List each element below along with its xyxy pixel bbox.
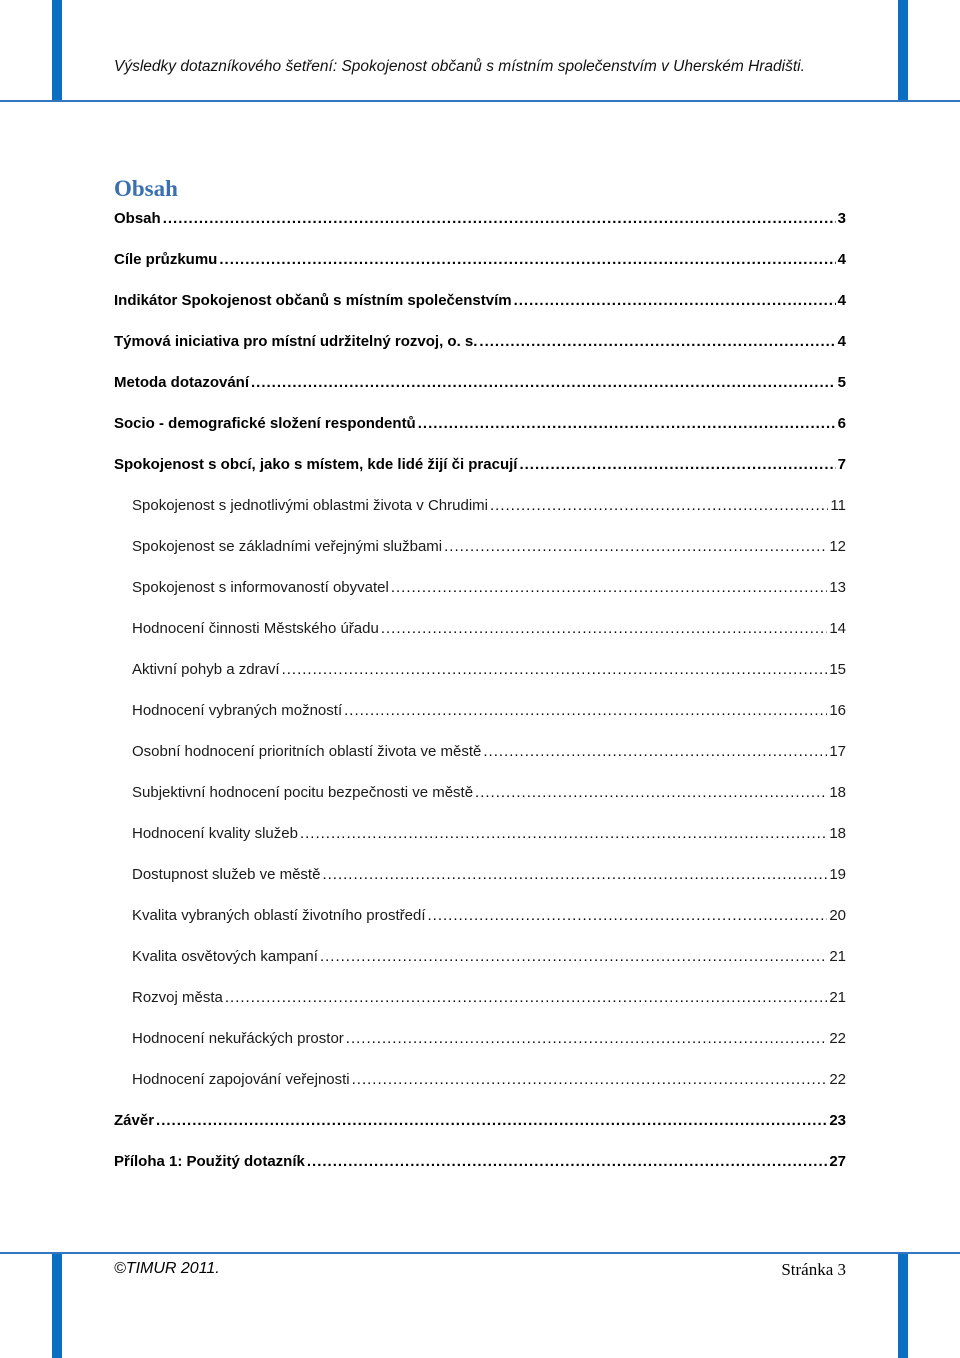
toc-entry-page: 18 xyxy=(829,825,846,842)
toc-entry-page: 22 xyxy=(829,1030,846,1047)
toc-entry[interactable] xyxy=(114,862,846,903)
toc-dot-leader xyxy=(300,821,827,847)
toc-entry-page: 12 xyxy=(829,538,846,555)
toc-entry-label: Indikátor Spokojenost občanů s místním společenstvím xyxy=(114,292,512,309)
toc-entry-label: Cíle průzkumu xyxy=(114,251,218,268)
toc-entry-page: 21 xyxy=(829,989,846,1006)
toc-entry-label: Dostupnost služeb ve městě xyxy=(132,866,321,883)
toc-entry[interactable] xyxy=(114,903,846,944)
toc-entry[interactable] xyxy=(114,452,846,493)
toc-entry-page: 3 xyxy=(837,210,846,227)
toc-entry-page: 18 xyxy=(829,784,846,801)
toc-entry-page: 4 xyxy=(837,292,846,309)
toc-dot-leader xyxy=(444,534,827,560)
toc-entry-label: Hodnocení kvality služeb xyxy=(132,825,298,842)
toc-entry[interactable] xyxy=(114,985,846,1026)
toc-entry-page: 5 xyxy=(837,374,846,391)
toc-entry-page: 4 xyxy=(837,251,846,268)
header-left-bar xyxy=(52,0,62,100)
toc-entry-page: 17 xyxy=(829,743,846,760)
toc-entry[interactable] xyxy=(114,493,846,534)
toc-entry-label: Hodnocení činnosti Městského úřadu xyxy=(132,620,379,637)
footer-right-bar xyxy=(898,1254,908,1358)
toc-entry-label: Osobní hodnocení prioritních oblastí života ve městě xyxy=(132,743,482,760)
toc-dot-leader xyxy=(346,1026,828,1052)
toc-entry[interactable] xyxy=(114,944,846,985)
page-header-title: Výsledky dotazníkového šetření: Spokojenost občanů s místním společenstvím v Uherském Hradišti. xyxy=(114,58,805,75)
table-of-contents xyxy=(114,206,846,1190)
toc-dot-leader xyxy=(391,575,828,601)
toc-entry[interactable] xyxy=(114,206,846,247)
toc-dot-leader xyxy=(490,493,828,519)
toc-dot-leader xyxy=(381,616,828,642)
toc-entry[interactable] xyxy=(114,657,846,698)
toc-dot-leader xyxy=(352,1067,828,1093)
toc-entry-page: 7 xyxy=(837,456,846,473)
toc-dot-leader xyxy=(320,944,827,970)
toc-heading: Obsah xyxy=(114,176,178,201)
footer-copyright: ©TIMUR 2011. xyxy=(114,1260,220,1277)
toc-entry-label: Kvalita vybraných oblastí životního prostředí xyxy=(132,907,426,924)
toc-entry-label: Obsah xyxy=(114,210,161,227)
toc-entry-page: 21 xyxy=(829,948,846,965)
toc-entry[interactable] xyxy=(114,247,846,288)
toc-entry[interactable] xyxy=(114,780,846,821)
toc-entry-label: Hodnocení nekuřáckých prostor xyxy=(132,1030,344,1047)
toc-dot-leader xyxy=(251,370,836,396)
toc-entry-page: 6 xyxy=(837,415,846,432)
toc-entry[interactable] xyxy=(114,534,846,575)
toc-entry-page: 13 xyxy=(829,579,846,596)
toc-entry[interactable] xyxy=(114,1108,846,1149)
toc-entry-label: Spokojenost s informovaností obyvatel xyxy=(132,579,389,596)
toc-entry-label: Subjektivní hodnocení pocitu bezpečnosti ve městě xyxy=(132,784,474,801)
toc-entry-label: Aktivní pohyb a zdraví xyxy=(132,661,280,678)
toc-entry-page: 19 xyxy=(829,866,846,883)
toc-entry-label: Spokojenost s jednotlivými oblastmi života v Chrudimi xyxy=(132,497,488,514)
toc-entry-page: 4 xyxy=(837,333,846,350)
toc-entry-page: 20 xyxy=(829,907,846,924)
toc-entry-label: Rozvoj města xyxy=(132,989,223,1006)
toc-entry-label: Spokojenost se základními veřejnými službami xyxy=(132,538,443,555)
toc-dot-leader xyxy=(519,452,835,478)
toc-entry-label: Metoda dotazování xyxy=(114,374,250,391)
header-right-bar xyxy=(898,0,908,100)
toc-entry[interactable] xyxy=(114,1026,846,1067)
toc-dot-leader xyxy=(163,206,836,232)
toc-entry[interactable] xyxy=(114,616,846,657)
toc-entry-label: Kvalita osvětových kampaní xyxy=(132,948,318,965)
toc-dot-leader xyxy=(225,985,827,1011)
toc-entry-label: Socio - demografické složení respondentů xyxy=(114,415,416,432)
toc-entry-label: Závěr xyxy=(114,1112,155,1129)
toc-dot-leader xyxy=(479,329,835,355)
footer-page-number: Stránka 3 xyxy=(781,1260,846,1279)
toc-dot-leader xyxy=(322,862,827,888)
footer-rule xyxy=(0,1252,960,1254)
toc-dot-leader xyxy=(344,698,827,724)
toc-entry-page: 23 xyxy=(829,1112,846,1129)
toc-entry[interactable] xyxy=(114,821,846,862)
toc-entry-page: 14 xyxy=(829,620,846,637)
toc-entry-page: 16 xyxy=(829,702,846,719)
toc-entry-page: 15 xyxy=(829,661,846,678)
toc-entry[interactable] xyxy=(114,1067,846,1108)
toc-entry[interactable] xyxy=(114,288,846,329)
toc-entry[interactable] xyxy=(114,739,846,780)
toc-dot-leader xyxy=(282,657,828,683)
toc-entry[interactable] xyxy=(114,411,846,452)
toc-dot-leader xyxy=(483,739,827,765)
toc-entry-label: Hodnocení zapojování veřejnosti xyxy=(132,1071,350,1088)
toc-entry[interactable] xyxy=(114,370,846,411)
toc-dot-leader xyxy=(475,780,827,806)
toc-entry-label: Hodnocení vybraných možností xyxy=(132,702,343,719)
toc-dot-leader xyxy=(156,1108,827,1134)
toc-dot-leader xyxy=(427,903,827,929)
toc-entry[interactable] xyxy=(114,1149,846,1190)
header-rule xyxy=(0,100,960,102)
toc-dot-leader xyxy=(219,247,835,273)
toc-entry-label: Příloha 1: Použitý dotazník xyxy=(114,1153,305,1170)
toc-entry-page: 22 xyxy=(829,1071,846,1088)
toc-entry[interactable] xyxy=(114,329,846,370)
toc-entry[interactable] xyxy=(114,698,846,739)
toc-entry-page: 11 xyxy=(830,497,846,514)
toc-dot-leader xyxy=(307,1149,827,1175)
toc-dot-leader xyxy=(514,288,836,314)
toc-entry[interactable] xyxy=(114,575,846,616)
toc-dot-leader xyxy=(418,411,836,437)
toc-entry-label: Týmová iniciativa pro místní udržitelný rozvoj, o. s. xyxy=(114,333,478,350)
toc-entry-page: 27 xyxy=(829,1153,846,1170)
footer-left-bar xyxy=(52,1254,62,1358)
toc-entry-label: Spokojenost s obcí, jako s místem, kde lidé žijí či pracují xyxy=(114,456,518,473)
